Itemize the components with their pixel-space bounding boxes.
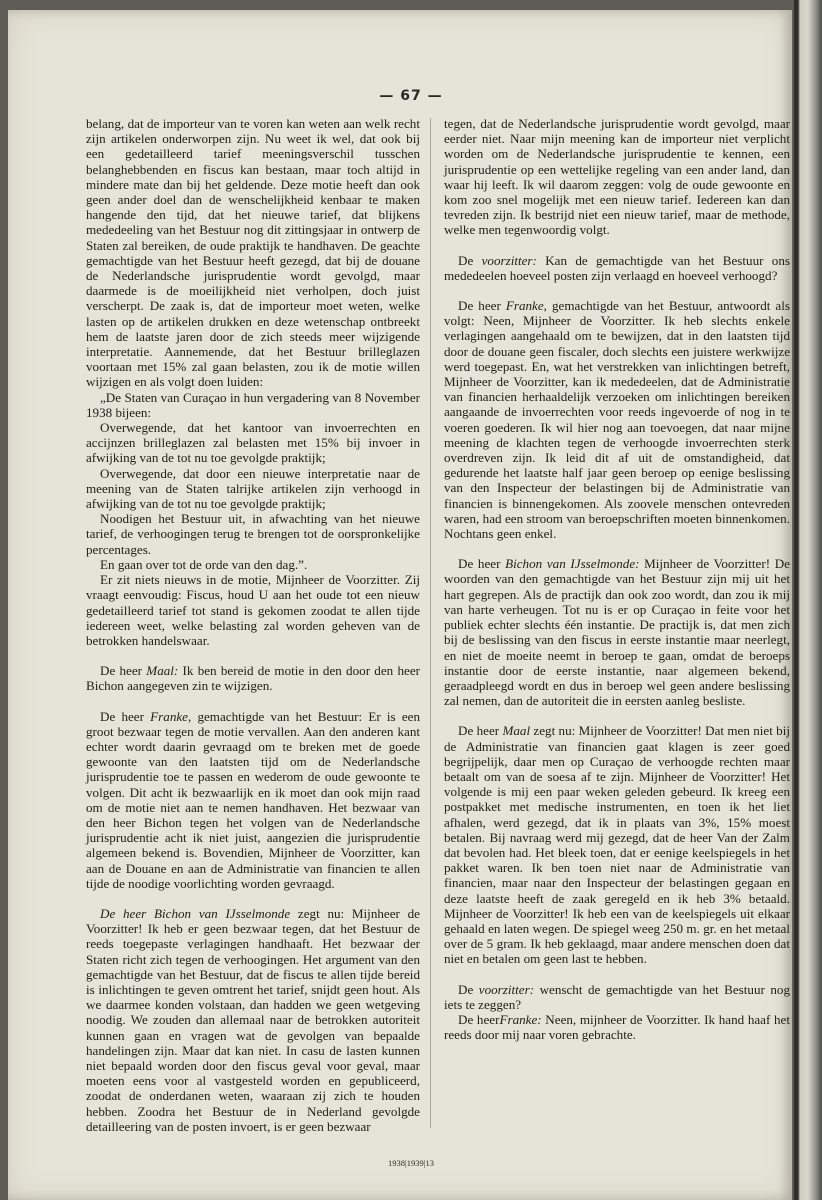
paragraph xyxy=(444,253,790,283)
paragraph-text: zegt nu: Mijnheer de Voorzitter! Ik heb er geen bezwaar tegen, dat het Bestuur de reeds toegepaste verlagingen handhaaft. Het bezwaar der Staten richt zich tegen de verhoogingen. Het argument van den gemachtigde van het Bestuur, dat de fiscus te allen tijde bereid is inlichtingen te geven omtrent het tarief, snijdt geen hout. Als we daarmee konden volstaan, dan hadden we geen wetgeving noodig. We zouden dan allemaal naar de betrokken autoriteit kunnen gaan en vragen wat de gevolgen van bepaalde handelingen zijn. Maar dat kan niet. In casu de lasten kunnen niet bepaald worden door den fiscus geval voor geval, maar moeten eens voor al vastgesteld worden en gepubliceerd, zoodat de onderdanen weten, waaraan zij zich te houden hebben. Zoodra het Bestuur de in Nederland gevolgde detailleering van de posten invoert, is er geen bezwaar xyxy=(86,905,420,1134)
paragraph-lead: De xyxy=(458,252,482,268)
paragraph xyxy=(444,723,790,966)
paragraph xyxy=(444,982,790,1012)
paragraph xyxy=(86,116,420,390)
right-text-column xyxy=(444,116,790,1042)
column-divider xyxy=(430,118,431,1128)
paragraph xyxy=(444,556,790,708)
paragraph xyxy=(86,663,420,693)
paragraph xyxy=(86,709,420,891)
paragraph xyxy=(444,1012,790,1042)
paragraph-text: Mijnheer de Voorzitter! De woorden van den gemachtigde van het Bestuur zijn mij uit het hart gegrepen. Als de practijk dan ook zoo wordt, dan zou ik mij van harte verheugen. Tot nu is er op Curaçao in feite voor het publiek echter slechts één instantie. De practijk is, dat men zich bij de beslissing van den fiscus in eerste instantie maar neerlegt, en niet de moeite neemt in beroep te gaan, omdat de beroeps instantie door de eerste instantie, naar algemeen bekend, geraadpleegd wordt en dus in beroep wel geen andere beslissing zal nemen, dan de autoriteit die in eersten aanleg besliste. xyxy=(444,556,790,709)
paragraph xyxy=(86,906,420,1134)
paragraph-text: gemachtigde van het Bestuur: Er is een groot bezwaar tegen de motie vervallen. Aan den anderen kant echter wordt daarin gevraagd om te breken met de goede gewoonte van den laatsten tijd om de Nederlandsche jurisprudentie toe te passen en wederom de oude gewoonte te volgen. Dit acht ik bezwaarlijk en ik moet dan ook mijn raad om de motie niet aan te nemen handhaven. Het bezwaar van den heer Bichon tegen het volgen van de Nederlandsche jurisprudentie acht ik niet juist, aangezien die jurisprudentie algemeen bekend is. Bovendien, Mijnheer de Voorzitter, kan aan de Douane en aan de Administratie van financien te allen tijde de noodige voorlichting worden gevraagd. xyxy=(86,708,420,891)
speaker-name: De heer Bichon van IJsselmonde xyxy=(100,905,291,921)
paragraph-lead: De heer xyxy=(458,298,506,314)
paragraph xyxy=(86,511,420,557)
paragraph-lead: De heer xyxy=(100,708,151,724)
paragraph-text: gemachtigde van het Bestuur, antwoordt als volgt: Neen, Mijnheer de Voorzitter. Ik heb slechts enkele verlagingen aangehaald om te bewijzen, dat in den laatsten tijd door de douane geen fiscaler, doch slechts een juistere werkwijze werd toegepast. En, wat het verstrekken van inlichtingen betreft, Mijnheer de Voorzitter, kan ik mededeelen, dat de Administratie van financien herhaaldelijk verzoeken om inlichtingen bereiken aangaande de invoerrechten voor reeds ingevoerde of nog in te voeren goederen. Ik wil hier nog aan toevoegen, dat naar mijne meening de klachten tegen de verhoogde invoerrechten sterk overdreven zijn. Ik leid dit af uit de omstandigheid, dat gedurende het laatste half jaar geen beroep op eenige beslissing van den Inspecteur der belastingen bij de Administratie van financien is binnengekomen. Als zoovele menschen ontevreden waren, had een stroom van beroepschriften moeten binnenkomen. Nochtans geen enkel. xyxy=(444,298,790,542)
speaker-name: voorzitter: xyxy=(478,981,535,997)
speaker-name: Franke, xyxy=(150,708,192,724)
speaker-name: Franke, xyxy=(505,298,547,314)
paragraph-text: Neen, mijnheer de Voorzitter. Ik hand haaf het reeds door mij naar voren gebrachte. xyxy=(444,1011,790,1043)
adjacent-page-edge xyxy=(794,0,822,1200)
left-text-column xyxy=(86,116,420,1134)
paragraph xyxy=(86,420,420,466)
paragraph-text: tegen, dat de Nederlandsche jurisprudentie wordt gevolgd, maar eerder niet. Naar mijn meening kan de importeur niet verplicht worden om de Nederlandsche jurisprudentie te kennen, een jurisprudentie op een wettelijke regeling van een ander land, dan waar hij leeft. Ik wil daarom zeggen: volg de oude gewoonte en kom zoo snel mogelijk met een nieuw tarief. Iedereen kan dan tevreden zijn. Ik bestrijd niet een nieuw tarief, maar de methode, welke men tegenwoordig volgt. xyxy=(444,116,790,238)
paragraph-lead: De heer xyxy=(100,663,147,679)
paragraph-text: zegt nu: Mijnheer de Voorzitter! Dat men niet bij de Administratie van financien gaat klagen is zeer goed begrijpelijk, daar men op Curaçao de verhoogde rechten maar betaalt om van de soesa af te zijn. Mijnheer de Voorzitter! Het volgende is mij een paar weken geleden gebeurd. Ik kreeg een postpakket met medische instrumenten, en toen ik het liet afhalen, werd gezegd, dat ik in plaats van 3%, 15% moest betalen. Bij navraag werd mij gezegd, dat de heer Van der Zalm dat bevolen had. Het bleek toen, dat er eenige keelspiegels in het pakket waren. Ik ben toen niet naar de Administratie van financien, maar naar den Inspecteur der belastingen gegaan en deze laatste heeft de zaak geregeld en ik heb 3% betaald. Mijnheer de Voorzitter! Ik heb een van de keelspiegels uit elkaar gehaald en laten wegen. De spiegel weeg 250 m. gr. en het metaal over de 5 gram. Ik heb geklaagd, maar andere menschen doen dat niet en betalen om geen last te hebben. xyxy=(444,723,790,967)
paragraph-text: Er zit niets nieuws in de motie, Mijnheer de Voorzitter. Zij vraagt eenvoudig: Fiscus, houd U aan het oude tot een nieuw gedetailleerd tarief tot stand is gekomen zoodat te allen tijde iedereen weet, welke belasting zal worden geheven van de betrokken handelswaar. xyxy=(86,572,420,648)
paragraph-text: Noodigen het Bestuur uit, in afwachting van het nieuwe tarief, de verhoogingen terug te brengen tot de oorspronkelijke percentages. xyxy=(86,511,420,557)
paragraph-text: En gaan over tot de orde van den dag.”. xyxy=(100,556,308,572)
paragraph-text: „De Staten van Curaçao in hun vergadering van 8 November 1938 bijeen: xyxy=(86,389,420,420)
paragraph-text: belang, dat de importeur van te voren kan weten aan welk recht zijn artikelen onderworpen zijn. Nu weet ik wel, dat ook bij een gedetailleerd tarief meeningsverschil tusschen belanghebbenden en fiscus kan bestaan, maar toch altijd in mindere mate dan bij het geldende. Deze motie heeft dan ook geen ander doel dan de wenschelijkheid kenbaar te maken hangende den tijd, dat het nieuwe tarief, dat blijkens mededeeling van het Bestuur nog dit zittingsjaar in ontwerp de Staten zal bereiken, de oude praktijk te handhaven. De geachte gemachtigde van het Bestuur heeft gezegd, dat bij de douane de Nederlandsche jurisprudentie wordt gevolgd, maar daarmede is de moeilijkheid niet verholpen, doch juist verscherpt. De zaak is, dat de importeur moet weten, welke lasten op de artikelen drukken en deze wetenschap ontbreekt hem de laatste jaren door de zich steeds meer wijzigende interpretatie. Aannemende, dat het Bestuur brilleglazen voortaan met 15% zal gaan belasten, zou ik de motie willen wijzigen en als volgt doen luiden: xyxy=(86,116,420,390)
paragraph xyxy=(86,390,420,420)
paragraph-text: Kan de gemachtigde van het Bestuur ons mededeelen hoeveel posten zijn verlaagd en hoeveel verhoogd? xyxy=(444,252,790,283)
paragraph-lead: De heer xyxy=(458,723,503,739)
speaker-name: Maal: xyxy=(146,663,179,679)
paragraph xyxy=(86,557,420,572)
paragraph-text: Overwegende, dat door een nieuwe interpretatie naar de meening van de Staten talrijke artikelen zijn verhoogd in afwijking van de tot nu toe gevolgde praktijk; xyxy=(86,465,420,512)
speaker-name: Bichon van IJsselmonde: xyxy=(505,556,640,572)
paragraph-text: Overwegende, dat het kantoor van invoerrechten en accijnzen brilleglazen zal belasten met 15% bij invoer in afwijking van de tot nu toe gevolgde praktijk; xyxy=(86,420,420,466)
speaker-name: voorzitter: xyxy=(481,252,537,268)
speaker-name: Franke: xyxy=(499,1011,542,1027)
paragraph-text: wenscht de gemachtigde van het Bestuur nog iets te zeggen? xyxy=(444,981,790,1012)
speaker-name: Maal xyxy=(502,723,531,739)
print-footer: 1938|1939|13 xyxy=(388,1158,434,1168)
paragraph xyxy=(86,466,420,512)
paragraph xyxy=(444,298,790,541)
paragraph-lead: De heer xyxy=(458,1011,500,1027)
paragraph-lead: De heer xyxy=(458,556,506,572)
paragraph-lead: De xyxy=(458,981,479,997)
page-number: — 67 — xyxy=(379,88,443,104)
paragraph-text: Ik ben bereid de motie in den door den heer Bichon aangegeven zin te wijzigen. xyxy=(86,663,420,694)
paragraph xyxy=(444,116,790,238)
paragraph xyxy=(86,572,420,648)
